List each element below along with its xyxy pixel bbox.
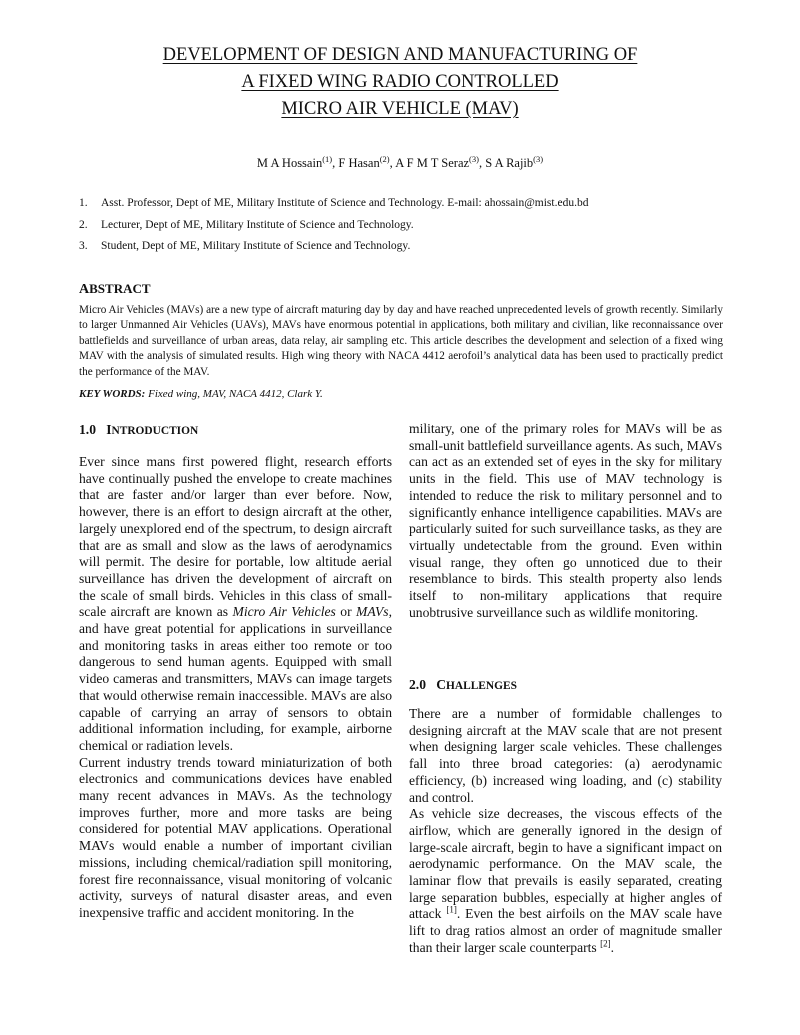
section-heading-initial: C	[436, 677, 447, 692]
intro-paragraph-2: Current industry trends toward miniaturization of both electronics and communications devices have enabled many recent advances in MAVs. As the technology improves further, more and more tasks are being considered for potential MAV applications. Operational MAVs would enable a number of important civilian missions, including chemical/radiation spill monitoring, forest fire reconnaissance, visual monitoring of volcanic activity, surveys of natural disaster areas, and even inexpensive traffic and accident monitoring. In the	[79, 754, 392, 920]
keywords-label: KEY WORDS	[79, 388, 142, 400]
affiliation-number: 2.	[79, 218, 88, 231]
paper-title	[0, 42, 800, 123]
affiliation-text: Lecturer, Dept of ME, Military Institute of Science and Technology.	[101, 218, 414, 231]
author-name: S A Rajib	[485, 156, 534, 171]
affiliation-item	[79, 240, 729, 262]
affiliation-list	[79, 197, 729, 262]
affiliation-text: Student, Dept of ME, Military Institute of Science and Technology.	[101, 240, 411, 252]
challenges-paragraph-2	[409, 806, 722, 956]
citation-ref[interactable]: [2]	[600, 938, 611, 949]
title-line-1: DEVELOPMENT OF DESIGN AND MANUFACTURING OF	[162, 45, 638, 65]
citation-ref[interactable]: [1]	[446, 904, 457, 915]
author-name: M A Hossain	[256, 156, 323, 171]
keywords: KEY WORDS: Fixed wing, MAV, NACA 4412, Clark Y.	[79, 388, 323, 400]
abstract-heading-rest: BSTRACT	[89, 281, 151, 296]
affiliation-item	[79, 219, 729, 241]
abstract-heading-initial: A	[79, 282, 90, 297]
title-line-2: A FIXED WING RADIO CONTROLLED	[241, 72, 559, 92]
intro-paragraph-3: military, one of the primary roles for MAVs will be as small-unit battlefield surveillance agents. As such, MAVs can act as an extended set of eyes in the sky for military units in the field. This use of MAV technology is intended to reduce the risk to military personnel and to significantly enhance intelligence capabilities. MAVs are particularly suited for such surveillance tasks, as they are virtually undetectable from the ground. Even within visual range, they often go unnoticed due to their resemblance to birds. This stealth property also lends itself to non-military applications that require unobtrusive surveillance such as wildlife monitoring.	[409, 421, 722, 620]
section-number: 2.0	[409, 677, 426, 692]
author-affiliation-mark: (3)	[469, 154, 479, 164]
section-heading-challenges	[409, 677, 517, 693]
section-heading-initial: I	[106, 422, 112, 437]
section-number: 1.0	[79, 422, 96, 437]
section-heading-introduction	[79, 422, 198, 438]
title-line-3: MICRO AIR VEHICLE (MAV)	[281, 99, 519, 119]
challenges-text	[409, 706, 722, 957]
right-column	[409, 421, 722, 621]
author-name: F Hasan	[338, 156, 380, 171]
abstract-body: Micro Air Vehicles (MAVs) are a new type of aircraft maturing day by day and have reached unprecedented levels of growth recently. Similarly to larger Unmanned Air Vehicles (UAVs), MAVs have enormous potential in applications, both military and civilian, like reconnaissance over battlefields and surveillance of urban areas, data relay, air sampling etc. This article describes the development and selection of a fixed wing MAV with the analysis of simulated results. High wing theory with NACA 4412 aerofoil’s analytical data has been used to practically predict the performance of the MAV.	[79, 304, 723, 378]
author-name: A F M T Seraz	[395, 156, 470, 171]
affiliation-item	[79, 197, 729, 219]
section-heading-rest: NTRODUCTION	[111, 425, 199, 437]
author-affiliation-mark: (1)	[322, 154, 333, 164]
author-list: M A Hossain$^{(1)}$, F Hasan$^{(2)}$, A F M T Seraz$^{(3)}$, S A Rajib$^{(3)}$	[256, 154, 544, 171]
paragraph-text: Ever since mans first powered flight, research efforts have continually pushed the envelope to create machines that are faster and/or larger than ever before. Now, however, there is an effort to design aircraft at the other, largely unexplored end of the spectrum, to design aircraft that are as small and slow as the laws of aerodynamics will permit. The desire for portable, low altitude aerial surveillance has driven the development of aircraft on the scale of small birds. Vehicles in this class of small-scale aircraft are known as	[79, 454, 392, 620]
author-affiliation-mark: (3)	[533, 154, 544, 164]
abstract-heading	[79, 281, 151, 298]
paragraph-text: or	[335, 604, 357, 620]
affiliation-number: 3.	[79, 240, 88, 252]
paragraph-text: . Even the best airfoils on the MAV scale have lift to drag ratios almost an order of magnitude smaller than their larger scale counterparts	[409, 906, 722, 955]
challenges-paragraph-1: There are a number of formidable challenges to designing aircraft at the MAV scale that are not present when designing larger scale vehicles. These challenges fall into three broad categories: (a) aerodynamic efficiency, (b) increased wing loading, and (c) stability and control.	[409, 706, 722, 805]
affiliation-number: 1.	[79, 197, 88, 209]
paragraph-text: .	[610, 939, 615, 955]
author-affiliation-mark: (2)	[379, 154, 390, 164]
emphasis-text: Micro Air Vehicles	[232, 604, 336, 620]
keywords-text: Fixed wing, MAV, NACA 4412, Clark Y.	[148, 388, 323, 400]
affiliation-text: Asst. Professor, Dept of ME, Military Institute of Science and Technology. E-mail: ahossain@mist.edu.bd	[101, 197, 589, 209]
left-column	[79, 454, 392, 922]
section-heading-rest: HALLENGES	[446, 680, 517, 692]
paragraph-text: As vehicle size decreases, the viscous effects of the airflow, which are generally ignored in the design of large-scale aircraft, begin to have a significant impact on aerodynamic performance. On the MAV scale, the laminar flow that prevails is easily separated, creating large separation bubbles, especially at higher angles of attack	[409, 806, 722, 922]
intro-paragraph-1	[79, 454, 392, 755]
emphasis-text: MAVs	[356, 604, 389, 620]
paragraph-text: , and have great potential for applications in surveillance and monitoring tasks in areas either too remote or too dangerous to send human agents. Equipped with small video cameras and transmitters, MAVs can image targets that would otherwise remain inaccessible. MAVs are also capable of carrying an array of sensors to obtain additional information including, for example, airborne chemical or radiation levels.	[79, 604, 392, 753]
